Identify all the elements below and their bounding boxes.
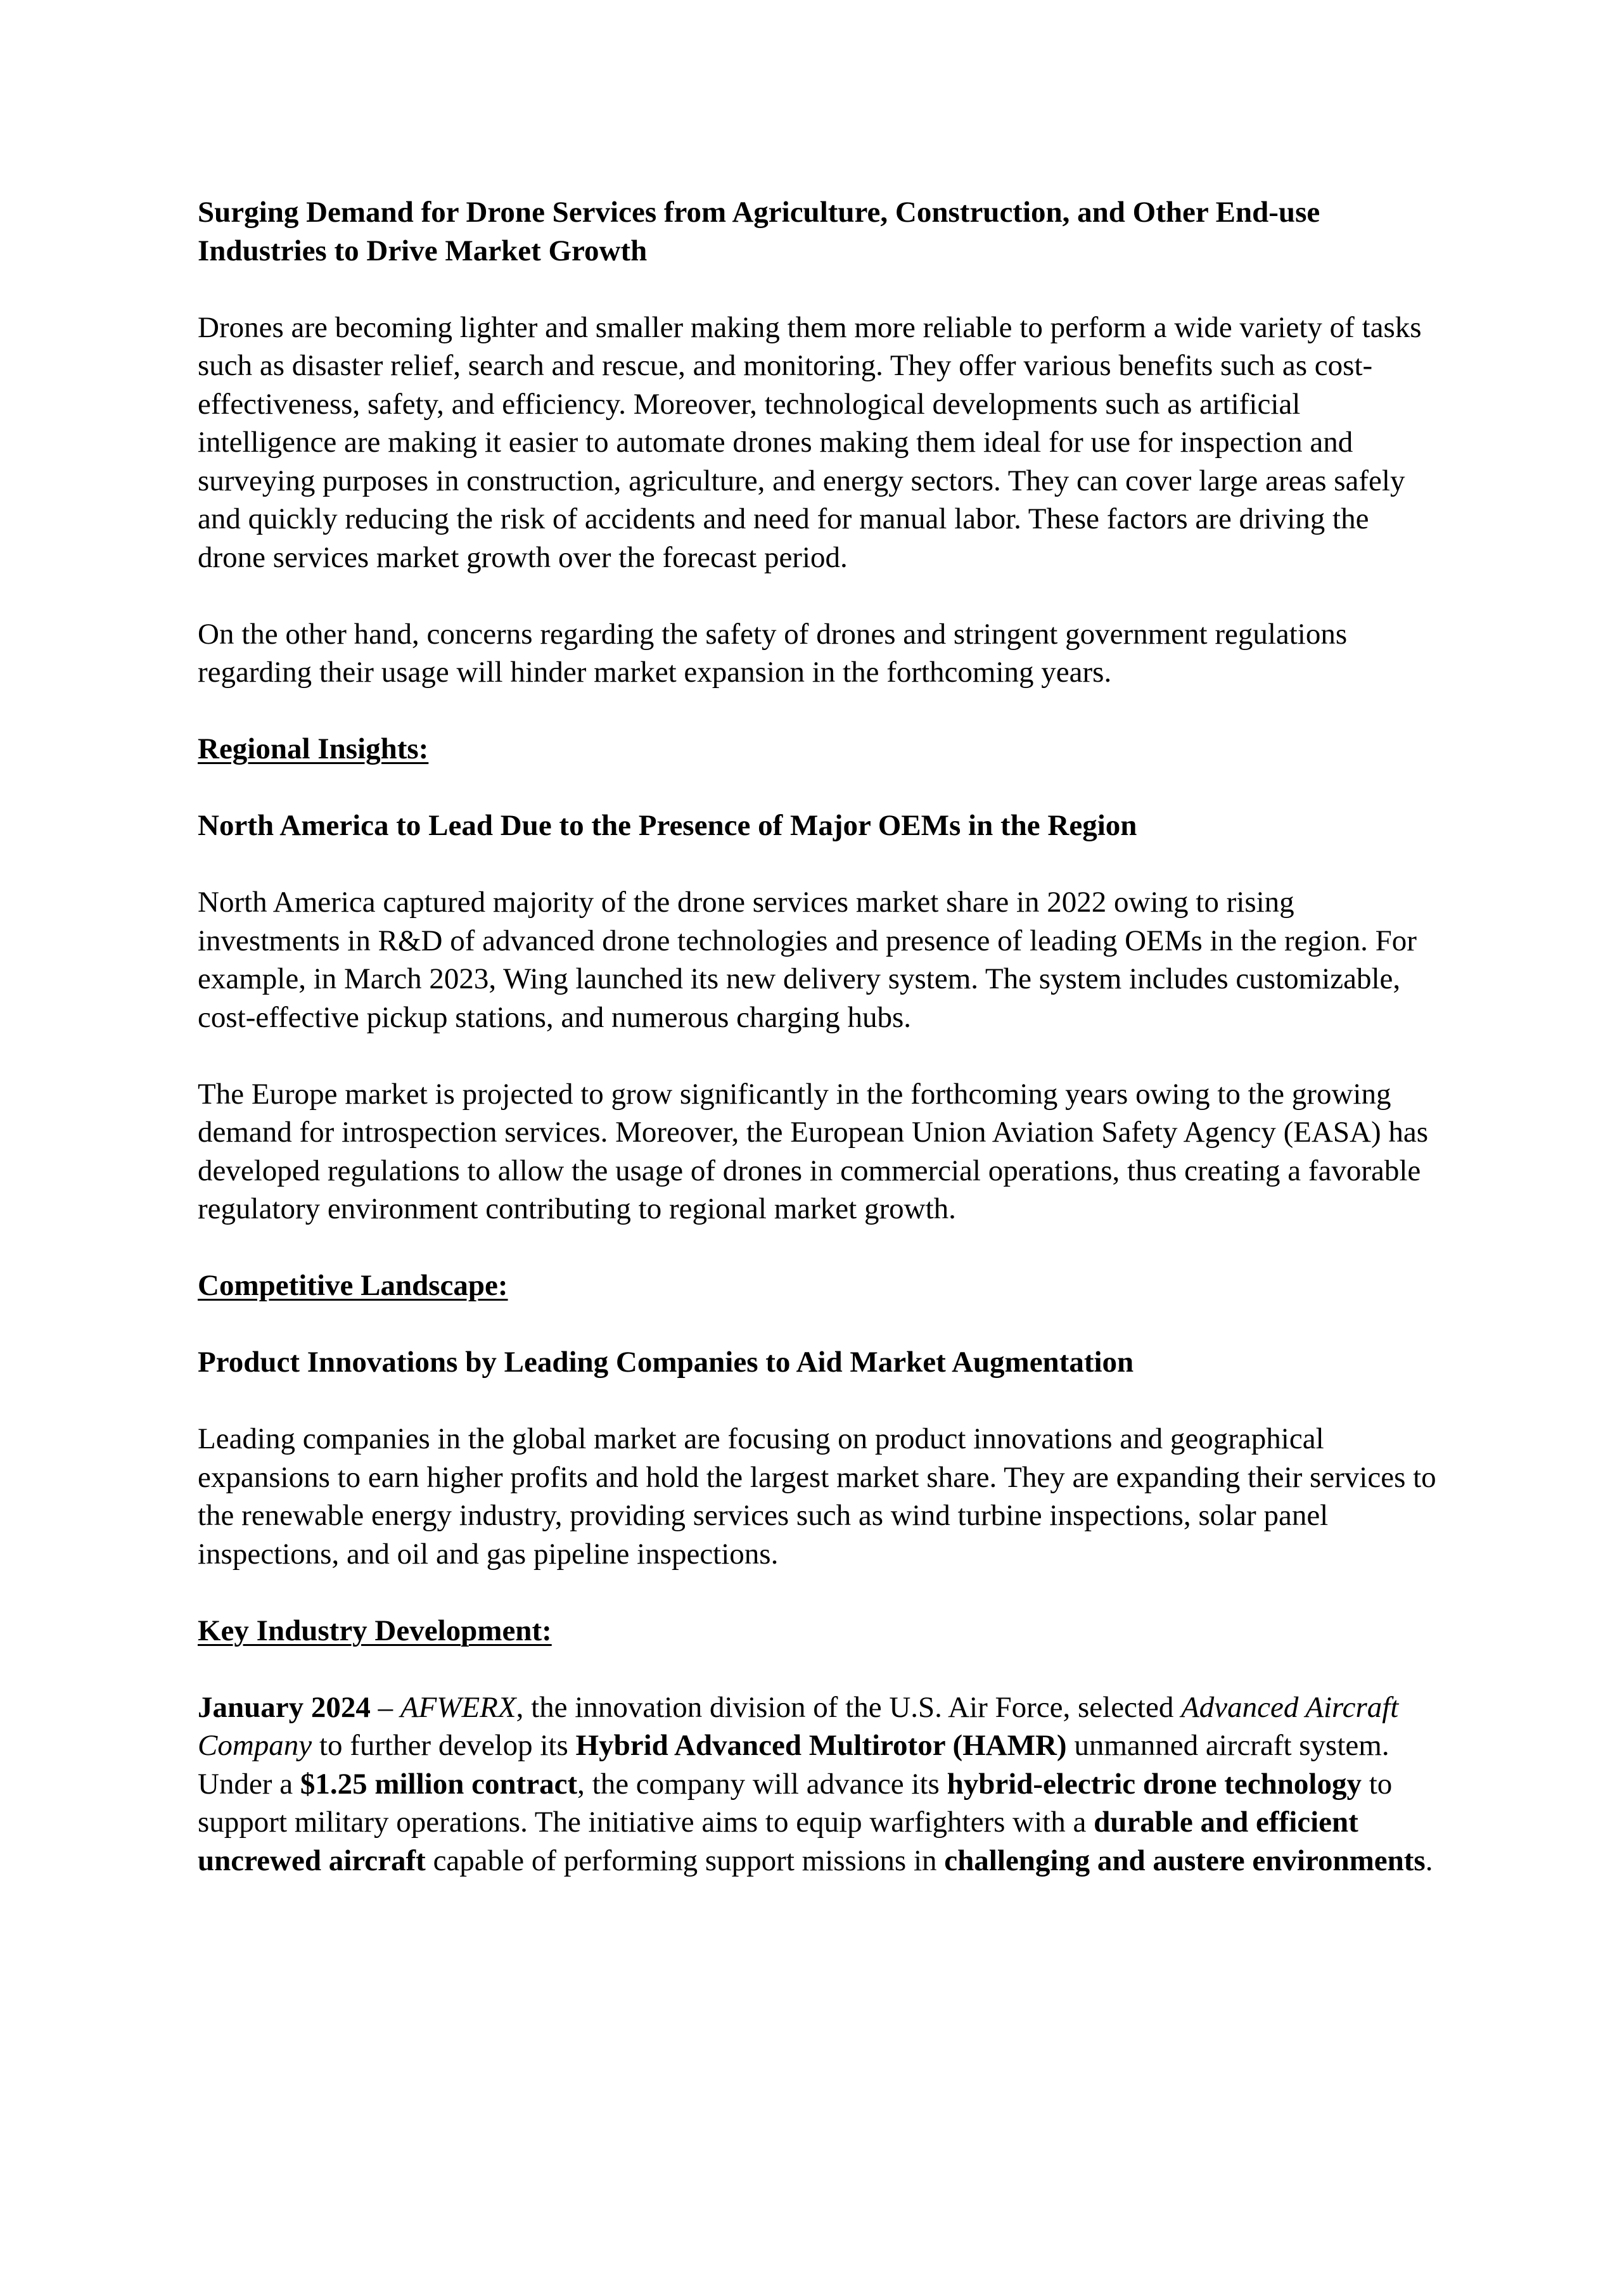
competitive-landscape-heading: Competitive Landscape: [198,1269,508,1302]
north-america-paragraph: North America captured majority of the drone services market share in 2022 owing to rising investments in R&D of advanced drone technologies and presence of leading OEMs in the region. For example, in March 2023, Wing launched its new delivery system. The system includes customizable, cost-effective pickup stations, and numerous charging hubs. [198,886,1417,1034]
text-segment: unmanned aircraft system. Under a [198,1729,1389,1801]
regional-section-heading [198,730,1440,769]
document-title: Surging Demand for Drone Services from Agriculture, Construction, and Other End-use Industries to Drive Market Growth [198,196,1320,267]
dash: – [370,1690,400,1724]
text-segment: . [1425,1844,1433,1877]
text-segment: capable of performing support missions in [425,1844,945,1877]
product-name: Hybrid Advanced Multirotor (HAMR) [575,1729,1067,1762]
europe-paragraph: The Europe market is projected to grow significantly in the forthcoming years owing to the growing demand for introspection services. Moreover, the European Union Aviation Safety Agency (EASA) has developed regulations to allow the usage of drones in commercial operations, thus creating a favorable regulatory environment contributing to regional market growth. [198,1077,1429,1225]
key-industry-development-heading: Key Industry Development: [198,1614,552,1647]
competitive-section-heading [198,1266,1440,1305]
competitive-paragraph: Leading companies in the global market are focusing on product innovations and geographical expansions to earn higher profits and hold the largest market share. They are expanding their services to the renewable energy industry, providing services such as wind turbine inspections, solar panel inspections, and oil and gas pipeline inspections. [198,1422,1436,1571]
restraint-paragraph: On the other hand, concerns regarding the safety of drones and stringent government regulations regarding their usage will hinder market expansion in the forthcoming years. [198,617,1348,689]
regional-subheading: North America to Lead Due to the Presence of Major OEMs in the Region [198,809,1137,842]
organization-name: AFWERX [400,1690,516,1724]
text-segment: to support military operations. The initiative aims to equip warfighters with a [198,1767,1393,1839]
technology-name: hybrid-electric drone technology [947,1767,1362,1801]
document-page [198,193,1440,1918]
competitive-subheading: Product Innovations by Leading Companies to Aid Market Augmentation [198,1346,1134,1379]
aircraft-description: durable and efficient uncrewed aircraft [198,1806,1358,1877]
text-segment: to further develop its [312,1729,576,1762]
text-segment: , the innovation division of the U.S. Air Force, selected [516,1690,1182,1724]
regional-insights-heading: Regional Insights: [198,732,429,765]
key-development-paragraph [198,1688,1440,1880]
company-name: Advanced Aircraft Company [198,1690,1399,1762]
key-development-section-heading [198,1612,1440,1650]
environments-description: challenging and austere environments [944,1844,1426,1877]
development-date: January 2024 [198,1690,371,1724]
intro-paragraph: Drones are becoming lighter and smaller making them more reliable to perform a wide variety of tasks such as disaster relief, search and rescue, and monitoring. They offer various benefits such as cost-effectiveness, safety, and efficiency. Moreover, technological developments such as artificial intelligence are making it easier to automate drones making them ideal for use for inspection and surveying purposes in construction, agriculture, and energy sectors. They can cover large areas safely and quickly reducing the risk of accidents and need for manual labor. These factors are driving the drone services market growth over the forecast period. [198,310,1422,574]
contract-value: $1.25 million contract [300,1767,578,1801]
text-segment: , the company will advance its [577,1767,947,1801]
